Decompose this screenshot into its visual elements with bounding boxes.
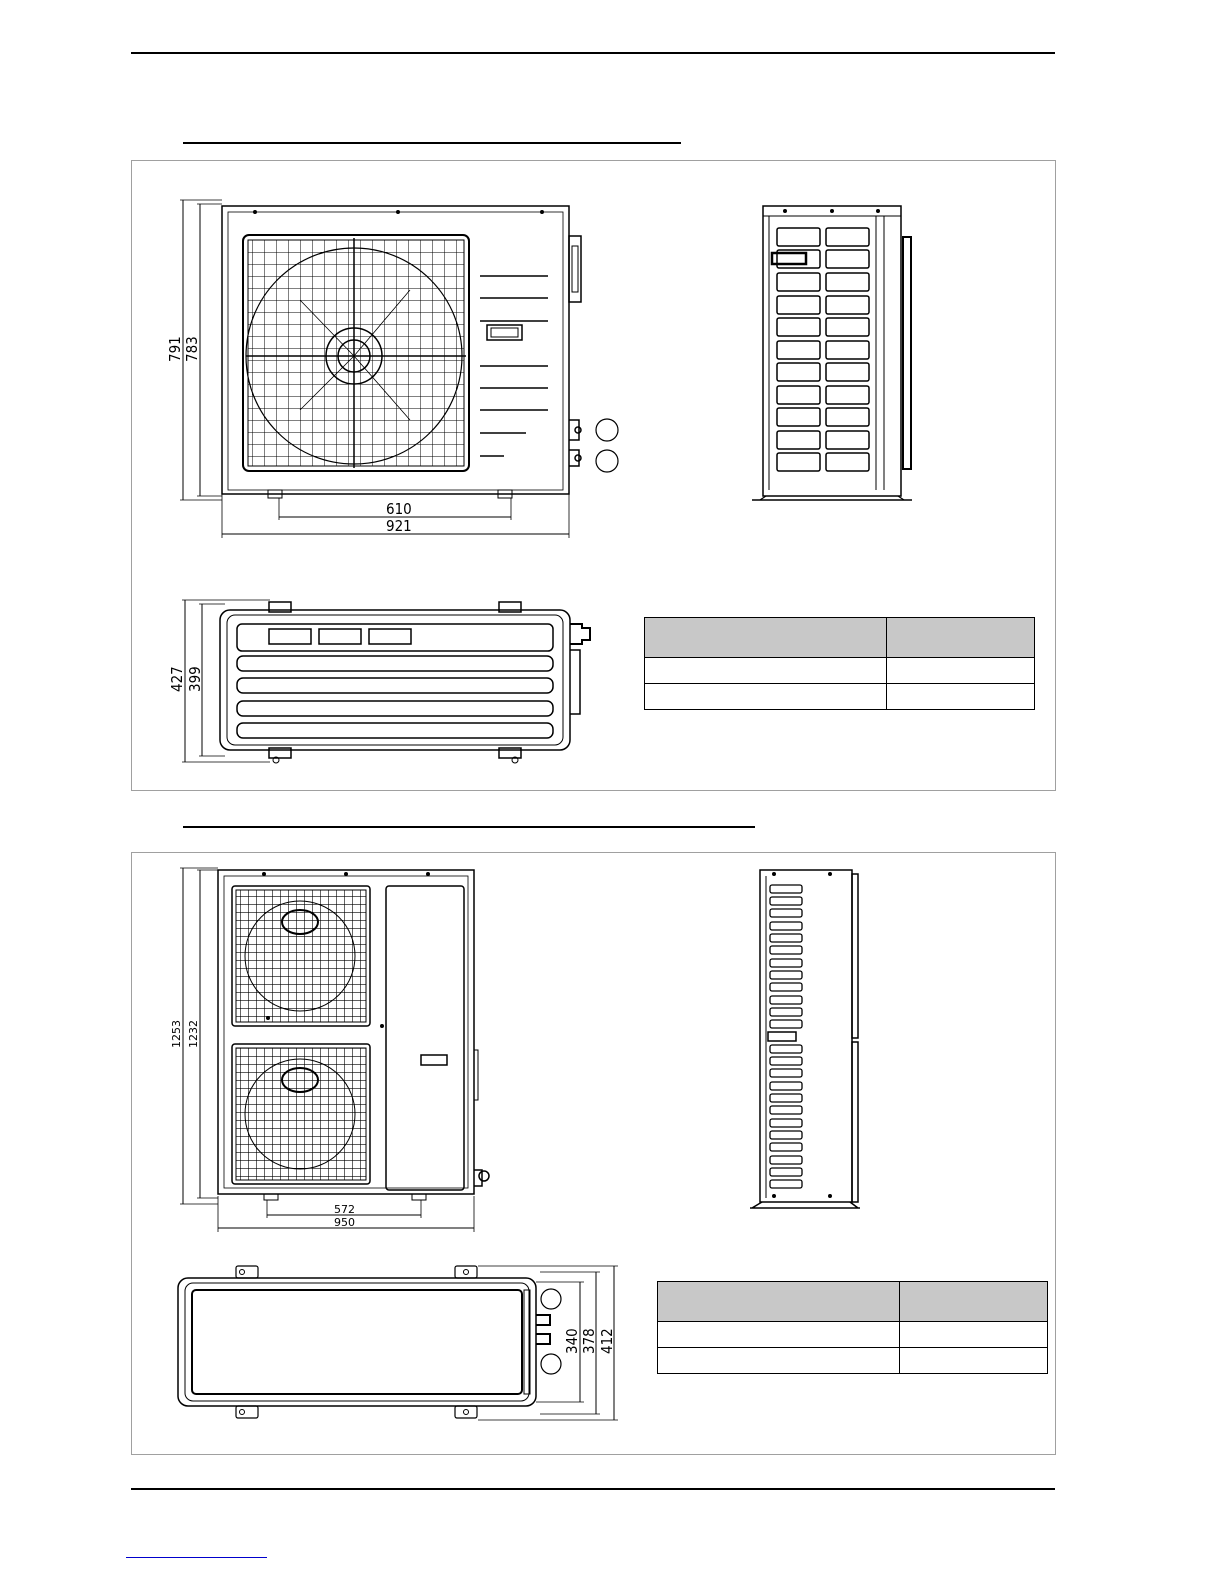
table-cell (645, 684, 887, 710)
unit-small-depth-inner: 399 (186, 666, 204, 692)
unit-large-width: 950 (334, 1216, 355, 1229)
table-cell (900, 1348, 1048, 1374)
unit-large-height-outer: 1253 (170, 1020, 183, 1048)
table-row (645, 684, 1035, 710)
unit-small-top-view (182, 600, 590, 763)
table-row (658, 1322, 1048, 1348)
unit-small-front-view (180, 200, 618, 538)
table-cell (658, 1348, 900, 1374)
table-cell (645, 618, 887, 658)
unit-small-height-outer: 791 (166, 336, 184, 362)
table-cell (900, 1282, 1048, 1322)
table-cell (887, 684, 1035, 710)
table-cell (658, 1322, 900, 1348)
table-cell (887, 658, 1035, 684)
unit-large-depth-c: 412 (598, 1328, 616, 1354)
unit-large-spec-table (657, 1281, 1048, 1374)
footer-rule (131, 1488, 1055, 1490)
footer-link-underline[interactable] (126, 1557, 267, 1558)
table-row (658, 1348, 1048, 1374)
unit-small-depth-outer: 427 (168, 666, 186, 692)
table-header-row (658, 1282, 1048, 1322)
unit-large-foot-span: 572 (334, 1203, 355, 1216)
section-2-title-underline (183, 826, 755, 828)
table-cell (645, 658, 887, 684)
unit-large-height-inner: 1232 (187, 1020, 200, 1048)
table-cell (900, 1322, 1048, 1348)
unit-small-height-inner: 783 (183, 336, 201, 362)
table-row (645, 658, 1035, 684)
unit-small-side-view (752, 206, 912, 500)
unit-small-foot-span: 610 (386, 500, 412, 518)
table-header-row (645, 618, 1035, 658)
table-cell (658, 1282, 900, 1322)
unit-large-depth-a: 340 (563, 1328, 581, 1354)
table-cell (887, 618, 1035, 658)
unit-small-width: 921 (386, 517, 412, 535)
unit-large-depth-b: 378 (580, 1328, 598, 1354)
unit-small-spec-table (644, 617, 1035, 710)
